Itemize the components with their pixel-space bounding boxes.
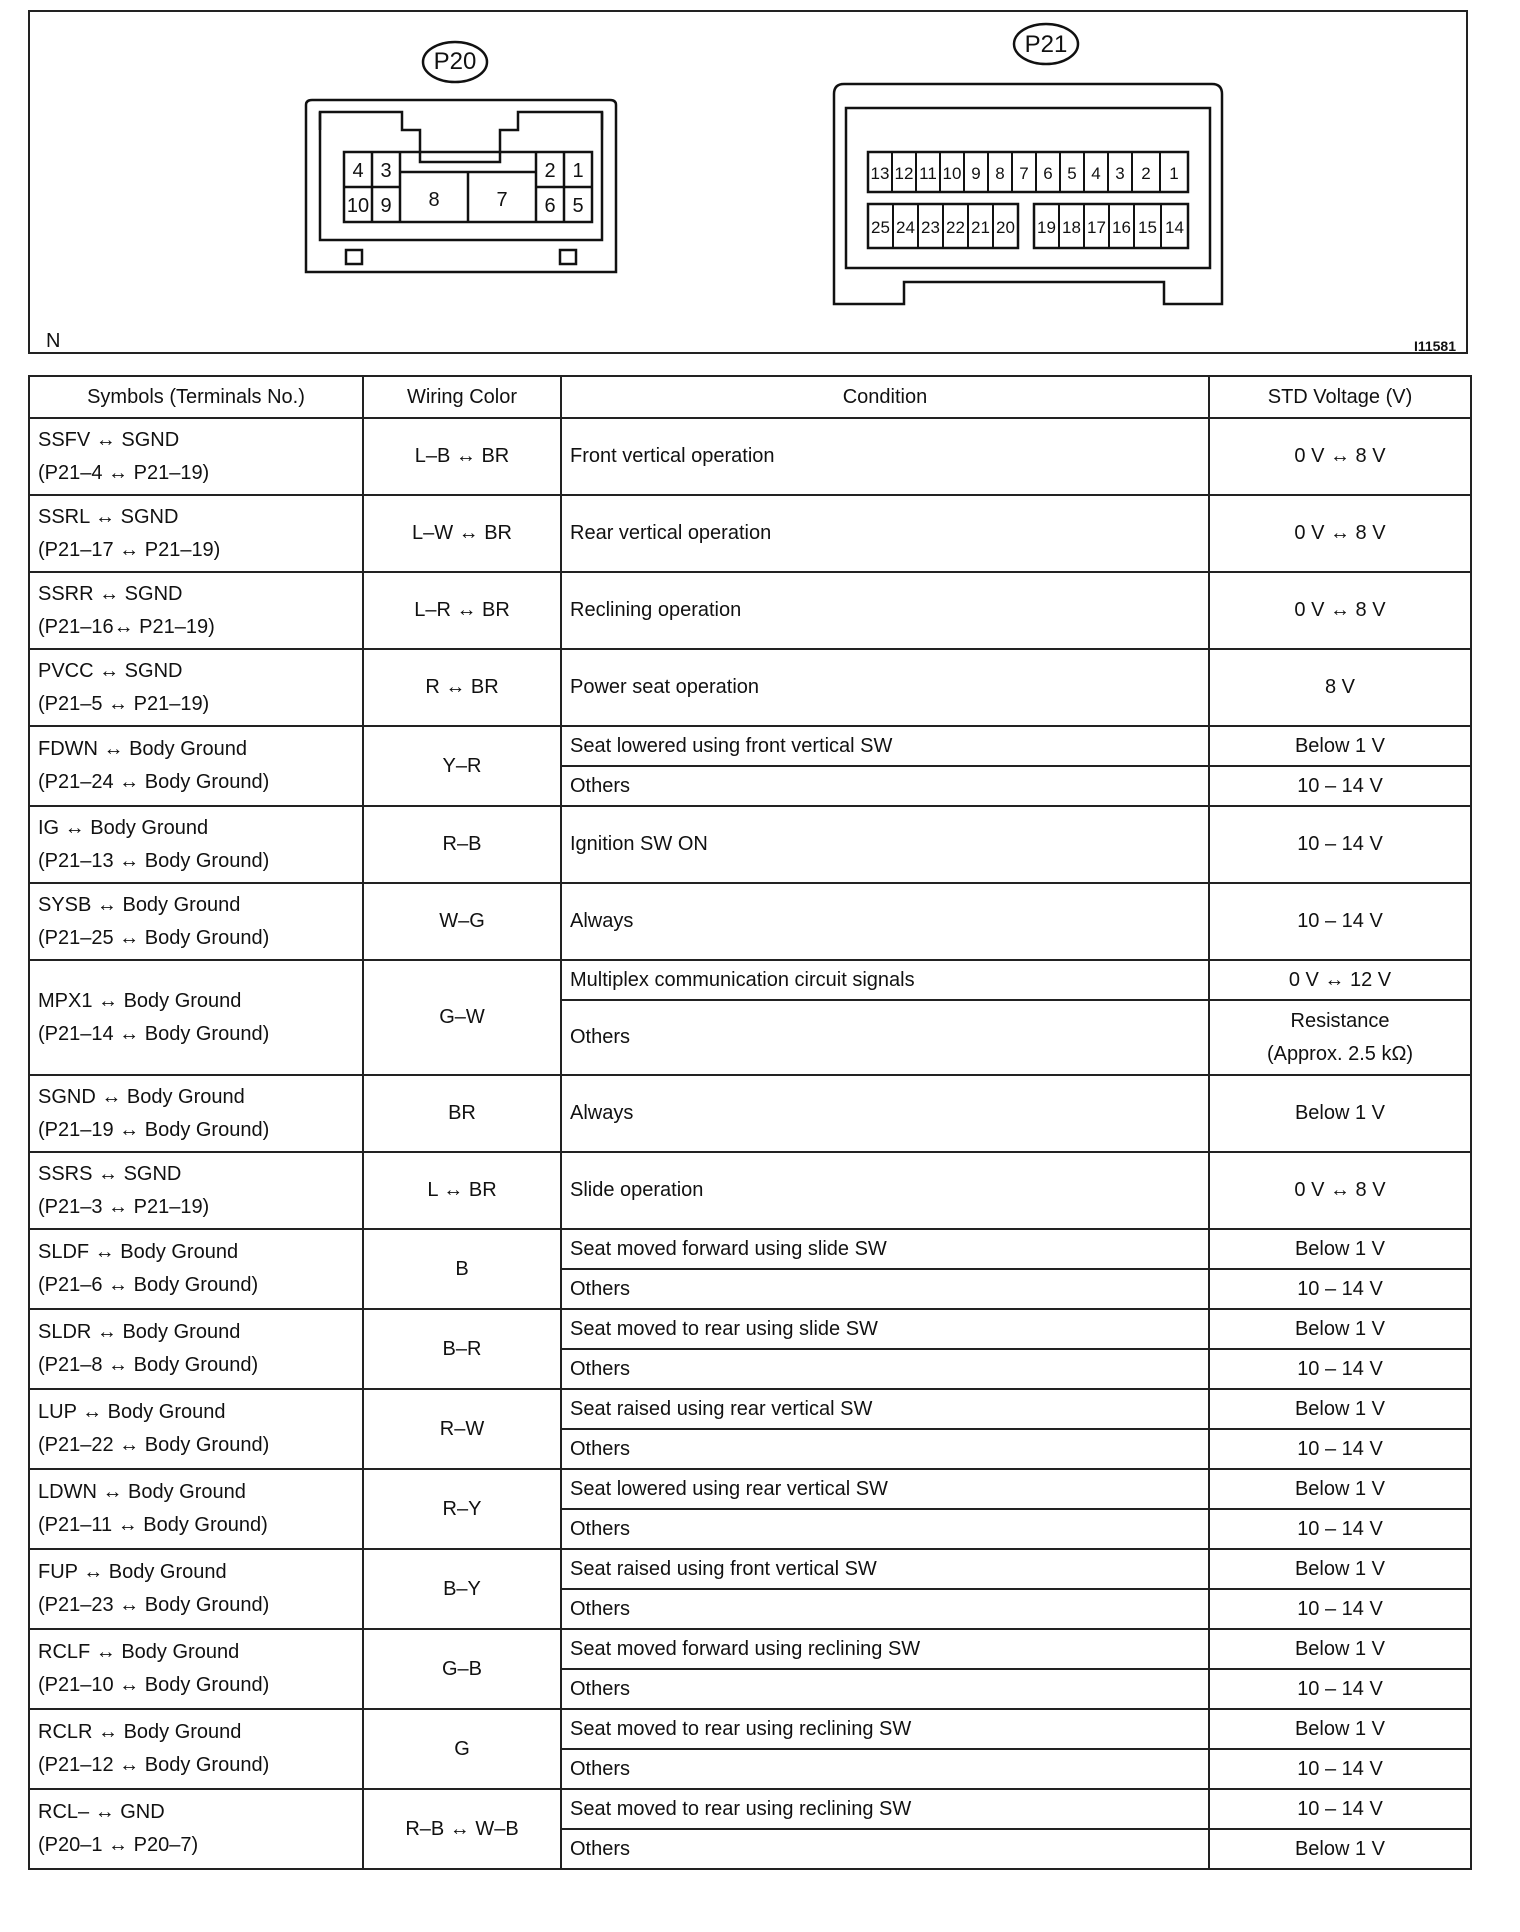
symbol-cell — [29, 1229, 363, 1309]
terminal-numbers: (P21–12 ↔ Body Ground) — [38, 1754, 270, 1776]
condition-cell: Front vertical operation — [561, 418, 1209, 495]
symbol-cell — [29, 1629, 363, 1709]
wiring-color-cell: BR — [363, 1075, 561, 1152]
figure-code: I11581 — [1413, 338, 1456, 354]
terminal-numbers: (P21–14 ↔ Body Ground) — [38, 1022, 270, 1045]
table-row — [29, 1389, 1471, 1429]
std-voltage-cell: 10 – 14 V — [1209, 1589, 1471, 1629]
symbol-name: SSFV ↔ SGND — [38, 428, 180, 451]
p21-terminal: 14 — [1165, 218, 1184, 237]
symbol-cell — [29, 1709, 363, 1789]
condition-cell: Ignition SW ON — [561, 806, 1209, 883]
symbol-cell — [29, 1152, 363, 1229]
std-voltage-cell: 0 V ↔ 8 V — [1209, 1152, 1471, 1229]
table-row — [29, 726, 1471, 766]
condition-cell: Others — [561, 1429, 1209, 1469]
wiring-color-cell: R–B ↔ W–B — [363, 1789, 561, 1869]
p20-terminal: 10 — [346, 195, 370, 217]
p21-label: P21 — [1024, 31, 1068, 58]
symbol-name: PVCC ↔ SGND — [38, 659, 183, 682]
connector-drawing — [30, 12, 1466, 352]
p21-terminal: 6 — [1043, 164, 1053, 183]
condition-cell: Seat moved to rear using reclining SW — [561, 1709, 1209, 1749]
table-row — [29, 418, 1471, 495]
wiring-color-cell: L–W ↔ BR — [363, 495, 561, 572]
voltage-value: Resistance — [1290, 1009, 1390, 1032]
p21-terminal: 11 — [919, 164, 937, 183]
table-row — [29, 883, 1471, 960]
std-voltage-cell: 0 V ↔ 8 V — [1209, 495, 1471, 572]
std-voltage-cell: 0 V ↔ 12 V — [1209, 960, 1471, 1000]
symbol-cell — [29, 1789, 363, 1869]
condition-cell: Multiplex communication circuit signals — [561, 960, 1209, 1000]
symbol-name: SLDR ↔ Body Ground — [38, 1321, 241, 1343]
condition-cell: Reclining operation — [561, 572, 1209, 649]
wiring-color-cell: G–W — [363, 960, 561, 1075]
terminal-numbers: (P21–10 ↔ Body Ground) — [38, 1674, 270, 1696]
symbol-name: IG ↔ Body Ground — [38, 816, 209, 839]
symbol-name: SLDF ↔ Body Ground — [38, 1241, 239, 1263]
p21-terminal: 8 — [995, 164, 1005, 183]
condition-cell: Seat moved forward using slide SW — [561, 1229, 1209, 1269]
table-row — [29, 1789, 1471, 1829]
p21-terminal: 3 — [1115, 164, 1125, 183]
symbol-cell — [29, 572, 363, 649]
symbol-cell — [29, 806, 363, 883]
condition-cell: Always — [561, 1075, 1209, 1152]
symbol-cell — [29, 1309, 363, 1389]
wiring-color-cell: L ↔ BR — [363, 1152, 561, 1229]
symbol-cell — [29, 1075, 363, 1152]
terminal-numbers: (P21–11 ↔ Body Ground) — [38, 1514, 268, 1536]
condition-cell: Always — [561, 883, 1209, 960]
table-row — [29, 1469, 1471, 1509]
p21-terminal: 17 — [1087, 218, 1106, 237]
p21-terminal: 10 — [942, 164, 962, 183]
symbol-name: FDWN ↔ Body Ground — [38, 738, 247, 760]
header-wiring-color: Wiring Color — [363, 376, 561, 418]
p21-terminal: 7 — [1019, 164, 1029, 183]
terminal-numbers: (P21–19 ↔ Body Ground) — [38, 1118, 270, 1141]
voltage-note: (Approx. 2.5 kΩ) — [1266, 1042, 1414, 1065]
p21-terminal: 13 — [870, 164, 890, 183]
condition-cell: Seat raised using rear vertical SW — [561, 1389, 1209, 1429]
std-voltage-cell: Below 1 V — [1209, 1309, 1471, 1349]
terminal-numbers: (P21–24 ↔ Body Ground) — [38, 771, 270, 793]
corner-label: N — [46, 330, 61, 352]
terminal-numbers: (P21–23 ↔ Body Ground) — [38, 1594, 270, 1616]
std-voltage-cell: Below 1 V — [1209, 1389, 1471, 1429]
table-row — [29, 1549, 1471, 1589]
std-voltage-cell: Below 1 V — [1209, 1469, 1471, 1509]
table-row — [29, 1629, 1471, 1669]
std-voltage-cell: Below 1 V — [1209, 1549, 1471, 1589]
symbol-name: LDWN ↔ Body Ground — [38, 1481, 246, 1503]
symbol-cell — [29, 726, 363, 806]
table-row — [29, 1709, 1471, 1749]
std-voltage-cell: 10 – 14 V — [1209, 1429, 1471, 1469]
table-row — [29, 1309, 1471, 1349]
table-header-row — [29, 376, 1471, 418]
wiring-color-cell: B — [363, 1229, 561, 1309]
p21-terminal: 1 — [1169, 164, 1179, 183]
condition-cell: Seat raised using front vertical SW — [561, 1549, 1209, 1589]
std-voltage-cell: 8 V — [1209, 649, 1471, 726]
std-voltage-cell: 10 – 14 V — [1209, 1669, 1471, 1709]
p20-terminal: 1 — [572, 160, 584, 182]
header-std-voltage: STD Voltage (V) — [1209, 376, 1471, 418]
terminal-numbers: (P21–6 ↔ Body Ground) — [38, 1274, 259, 1296]
table-row — [29, 649, 1471, 726]
p21-terminal: 24 — [896, 218, 915, 237]
symbol-name: LUP ↔ Body Ground — [38, 1401, 226, 1423]
p21-terminal-cells — [868, 152, 1188, 248]
terminal-numbers: (P21–8 ↔ Body Ground) — [38, 1354, 259, 1376]
table-row — [29, 806, 1471, 883]
p21-terminal: 18 — [1062, 218, 1081, 237]
symbol-cell — [29, 418, 363, 495]
terminal-numbers: (P21–16↔ P21–19) — [38, 615, 215, 638]
condition-cell: Others — [561, 766, 1209, 806]
header-symbols: Symbols (Terminals No.) — [29, 376, 363, 418]
wiring-color-cell: B–R — [363, 1309, 561, 1389]
p21-terminal: 9 — [971, 164, 981, 183]
table-row — [29, 495, 1471, 572]
std-voltage-cell: 10 – 14 V — [1209, 1509, 1471, 1549]
wiring-color-cell: G — [363, 1709, 561, 1789]
p20-terminal: 2 — [544, 160, 556, 182]
p20-connector — [306, 42, 616, 272]
condition-cell: Others — [561, 1509, 1209, 1549]
std-voltage-cell: 10 – 14 V — [1209, 1269, 1471, 1309]
table-row — [29, 1075, 1471, 1152]
p20-terminal: 7 — [496, 189, 508, 211]
terminal-numbers: (P21–4 ↔ P21–19) — [38, 461, 210, 484]
p21-terminal: 22 — [946, 218, 965, 237]
std-voltage-cell: Below 1 V — [1209, 1829, 1471, 1869]
condition-cell: Seat lowered using front vertical SW — [561, 726, 1209, 766]
wiring-color-cell: R–B — [363, 806, 561, 883]
std-voltage-cell: 10 – 14 V — [1209, 806, 1471, 883]
std-voltage-cell: 10 – 14 V — [1209, 1789, 1471, 1829]
wiring-color-cell: R ↔ BR — [363, 649, 561, 726]
terminal-numbers: (P21–17 ↔ P21–19) — [38, 538, 221, 561]
symbol-name: SSRS ↔ SGND — [38, 1162, 182, 1185]
condition-cell: Others — [561, 1829, 1209, 1869]
symbol-name: SGND ↔ Body Ground — [38, 1085, 245, 1108]
std-voltage-cell: Below 1 V — [1209, 1075, 1471, 1152]
p21-terminal: 4 — [1091, 164, 1101, 183]
p21-terminal: 5 — [1067, 164, 1077, 183]
wiring-color-cell: B–Y — [363, 1549, 561, 1629]
symbol-cell — [29, 495, 363, 572]
condition-cell: Seat moved to rear using reclining SW — [561, 1789, 1209, 1829]
table-row — [29, 572, 1471, 649]
std-voltage-cell — [1209, 1000, 1471, 1075]
terminal-numbers: (P21–13 ↔ Body Ground) — [38, 849, 270, 872]
symbol-cell — [29, 1549, 363, 1629]
table-row — [29, 1229, 1471, 1269]
table-body — [29, 418, 1471, 1869]
p21-terminal: 16 — [1112, 218, 1131, 237]
connector-diagram — [28, 10, 1468, 354]
p20-terminal: 8 — [428, 189, 440, 211]
p20-terminal: 6 — [544, 195, 556, 217]
p21-terminal: 23 — [921, 218, 940, 237]
symbol-name: SYSB ↔ Body Ground — [38, 893, 241, 916]
condition-cell: Others — [561, 1269, 1209, 1309]
std-voltage-cell: 10 – 14 V — [1209, 883, 1471, 960]
p21-terminal: 15 — [1138, 218, 1157, 237]
p20-terminal: 4 — [352, 160, 364, 182]
std-voltage-cell: 0 V ↔ 8 V — [1209, 572, 1471, 649]
wiring-color-cell: R–Y — [363, 1469, 561, 1549]
symbol-name: FUP ↔ Body Ground — [38, 1561, 227, 1583]
terminal-numbers: (P21–25 ↔ Body Ground) — [38, 926, 270, 949]
condition-cell: Others — [561, 1000, 1209, 1075]
symbol-cell — [29, 1469, 363, 1549]
table-row — [29, 960, 1471, 1000]
symbol-name: RCLR ↔ Body Ground — [38, 1721, 242, 1743]
p20-label: P20 — [433, 48, 477, 75]
symbol-cell — [29, 960, 363, 1075]
symbol-name: RCLF ↔ Body Ground — [38, 1641, 240, 1663]
condition-cell: Power seat operation — [561, 649, 1209, 726]
header-condition: Condition — [561, 376, 1209, 418]
condition-cell: Others — [561, 1749, 1209, 1789]
symbol-cell — [29, 1389, 363, 1469]
wiring-color-cell: L–R ↔ BR — [363, 572, 561, 649]
terminal-numbers: (P20–1 ↔ P20–7) — [38, 1834, 199, 1856]
condition-cell: Seat moved forward using reclining SW — [561, 1629, 1209, 1669]
condition-cell: Others — [561, 1589, 1209, 1629]
std-voltage-cell: Below 1 V — [1209, 1709, 1471, 1749]
std-voltage-cell: Below 1 V — [1209, 1629, 1471, 1669]
symbol-name: SSRL ↔ SGND — [38, 505, 179, 528]
wiring-color-cell: L–B ↔ BR — [363, 418, 561, 495]
std-voltage-cell: Below 1 V — [1209, 1229, 1471, 1269]
p20-terminal: 3 — [380, 160, 392, 182]
terminal-numbers: (P21–22 ↔ Body Ground) — [38, 1434, 270, 1456]
std-voltage-cell: Below 1 V — [1209, 726, 1471, 766]
symbol-cell — [29, 649, 363, 726]
symbol-name: RCL– ↔ GND — [38, 1801, 165, 1823]
p21-terminal: 25 — [871, 218, 890, 237]
p20-terminal: 5 — [572, 195, 584, 217]
terminal-voltage-table — [28, 375, 1472, 1870]
condition-cell: Others — [561, 1349, 1209, 1389]
std-voltage-cell: 10 – 14 V — [1209, 1749, 1471, 1789]
p20-terminal: 9 — [380, 195, 392, 217]
p21-terminal: 20 — [996, 218, 1015, 237]
wiring-color-cell: R–W — [363, 1389, 561, 1469]
symbol-name: MPX1 ↔ Body Ground — [38, 989, 242, 1012]
wiring-color-cell: G–B — [363, 1629, 561, 1709]
p21-terminal: 2 — [1141, 164, 1151, 183]
wiring-color-cell: W–G — [363, 883, 561, 960]
symbol-cell — [29, 883, 363, 960]
std-voltage-cell: 10 – 14 V — [1209, 1349, 1471, 1389]
condition-cell: Slide operation — [561, 1152, 1209, 1229]
condition-cell: Rear vertical operation — [561, 495, 1209, 572]
condition-cell: Seat moved to rear using slide SW — [561, 1309, 1209, 1349]
std-voltage-cell: 0 V ↔ 8 V — [1209, 418, 1471, 495]
p21-terminal: 12 — [894, 164, 914, 183]
p21-terminal: 21 — [971, 218, 990, 237]
table-row — [29, 1152, 1471, 1229]
symbol-name: SSRR ↔ SGND — [38, 582, 183, 605]
terminal-numbers: (P21–3 ↔ P21–19) — [38, 1195, 210, 1218]
wiring-color-cell: Y–R — [363, 726, 561, 806]
p21-terminal: 19 — [1037, 218, 1056, 237]
terminal-numbers: (P21–5 ↔ P21–19) — [38, 692, 210, 715]
std-voltage-cell: 10 – 14 V — [1209, 766, 1471, 806]
condition-cell: Others — [561, 1669, 1209, 1709]
condition-cell: Seat lowered using rear vertical SW — [561, 1469, 1209, 1509]
